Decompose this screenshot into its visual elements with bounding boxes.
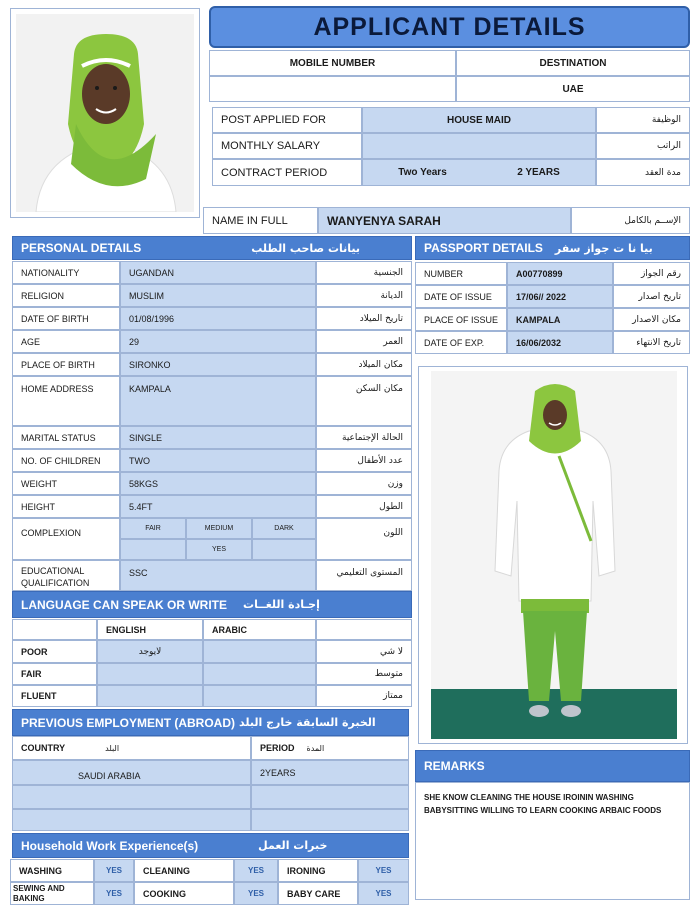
home-address-ar: مكان السكن [316,376,412,426]
employment-blank-row-2b [251,809,409,831]
passport-issue-date-label: DATE OF ISSUE [415,285,507,308]
household-babycare-value: YES [358,882,409,905]
religion-label: RELIGION [12,284,120,307]
passport-number-label: NUMBER [415,262,507,285]
monthly-salary-ar: الراتب [596,133,690,159]
language-fluent-arabic [203,685,316,707]
age-label: AGE [12,330,120,353]
language-fair-ar: متوسط [316,663,412,685]
education-label: EDUCATIONAL QUALIFICATION [12,560,120,591]
date-of-birth-label: DATE OF BIRTH [12,307,120,330]
mobile-number-value [209,76,456,102]
contract-period-label: CONTRACT PERIOD [212,159,362,186]
passport-expiry-label: DATE OF EXP. [415,331,507,354]
age-value: 29 [120,330,316,353]
nationality-ar: الجنسية [316,261,412,284]
employment-blank-row-2a [12,809,251,831]
complexion-medium-mark: YES [186,539,252,560]
passport-details-title: PASSPORT DETAILS [424,241,543,255]
height-label: HEIGHT [12,495,120,518]
education-value: SSC [120,560,316,591]
passport-expiry-ar: تاريخ الانتهاء [613,331,690,354]
passport-expiry-value: 16/06/2032 [507,331,613,354]
children-label: NO. OF CHILDREN [12,449,120,472]
weight-ar: وزن [316,472,412,495]
passport-issue-date-value: 17/06// 2022 [507,285,613,308]
household-ironing-value: YES [358,859,409,882]
complexion-dark-mark [252,539,316,560]
complexion-fair: FAIR [120,518,186,539]
employment-country-ar: البلد [105,743,120,753]
portrait-figure-icon [16,14,194,212]
employment-header [12,709,409,736]
monthly-salary-label: MONTHLY SALARY [212,133,362,159]
remarks-title: REMARKS [424,759,485,773]
household-cleaning-label: CLEANING [134,859,234,882]
name-full-value: WANYENYA SARAH [318,207,571,234]
household-washing-label: WASHING [10,859,94,882]
employment-country-label [12,736,251,760]
language-fluent-ar: ممتاز [316,685,412,707]
passport-number-ar: رقم الجواز [613,262,690,285]
complexion-dark: DARK [252,518,316,539]
passport-details-header [415,236,690,260]
language-col-english: ENGLISH [97,619,203,640]
language-poor-arabic [203,640,316,663]
language-poor-ar: لا شي [316,640,412,663]
religion-value: MUSLIM [120,284,316,307]
marital-status-label: MARITAL STATUS [12,426,120,449]
employment-country-text: COUNTRY [21,743,66,753]
post-applied-ar: الوظيفة [596,107,690,133]
education-ar: المستوى التعليمي [316,560,412,591]
weight-label: WEIGHT [12,472,120,495]
language-fair-arabic [203,663,316,685]
employment-title-ar: الخبرة السابقة خارج البلد [239,716,376,729]
remarks-text: SHE KNOW CLEANING THE HOUSE IROININ WASHING BABYSITTING WILLING TO LEARN COOKING ARBAIC FOODS [424,793,662,815]
household-washing-value: YES [94,859,134,882]
post-applied-value: HOUSE MAID [362,107,596,133]
contract-period-ar: مدة العقد [596,159,690,186]
personal-details-title-ar: بيانات صاحب الطلب [251,241,361,255]
name-full-ar: الإســم بالكامل [571,207,690,234]
date-of-birth-value: 01/08/1996 [120,307,316,330]
weight-value: 58KGS [120,472,316,495]
employment-period-ar: المدة [306,743,325,753]
personal-details-title: PERSONAL DETAILS [21,241,142,255]
passport-issue-place-value: KAMPALA [507,308,613,331]
complexion-fair-mark [120,539,186,560]
children-value: TWO [120,449,316,472]
destination-label: DESTINATION [456,50,690,76]
household-sewing-label: SEWING AND BAKING [10,882,94,905]
household-title: Household Work Experience(s) [21,838,199,853]
language-poor-english: لايوجد [97,640,203,663]
household-cleaning-value: YES [234,859,278,882]
date-of-birth-ar: تاريخ الميلاد [316,307,412,330]
age-ar: العمر [316,330,412,353]
nationality-value: UGANDAN [120,261,316,284]
destination-value: UAE [456,76,690,102]
nationality-label: NATIONALITY [12,261,120,284]
household-babycare-label: BABY CARE [278,882,358,905]
language-header [12,591,412,618]
language-title-ar: إجـادة اللغــات [243,598,320,611]
household-sewing-value: YES [94,882,134,905]
passport-issue-place-label: PLACE OF ISSUE [415,308,507,331]
post-applied-label: POST APPLIED FOR [212,107,362,133]
household-cooking-value: YES [234,882,278,905]
place-of-birth-ar: مكان الميلاد [316,353,412,376]
page-title: APPLICANT DETAILS [209,6,690,48]
complexion-medium: MEDIUM [186,518,252,539]
name-full-label: NAME IN FULL [203,207,318,234]
place-of-birth-label: PLACE OF BIRTH [12,353,120,376]
language-fair-label: FAIR [12,663,97,685]
language-col-arabic: ARABIC [203,619,316,640]
full-body-figure-icon [431,371,677,739]
religion-ar: الديانة [316,284,412,307]
remarks-box [415,782,690,900]
remarks-header [415,750,690,782]
passport-number-value: A00770899 [507,262,613,285]
language-fluent-label: FLUENT [12,685,97,707]
language-col-blank [316,619,412,640]
language-corner [12,619,97,640]
portrait-photo [16,14,194,212]
household-title-ar: خبرات العمل [258,839,328,852]
place-of-birth-value: SIRONKO [120,353,316,376]
contract-period-value-1: Two Years [362,159,482,186]
employment-period-value: 2YEARS [251,760,409,785]
full-body-photo [431,371,677,739]
children-ar: عدد الأطفال [316,449,412,472]
passport-details-title-ar: بيا نا ت جواز سفر [554,241,653,255]
height-value: 5.4FT [120,495,316,518]
employment-title: PREVIOUS EMPLOYMENT (ABROAD) [21,715,236,730]
contract-period-value-2: 2 YEARS [482,159,596,186]
employment-blank-row-1a [12,785,251,809]
full-body-photo-frame [418,366,688,744]
household-ironing-label: IRONING [278,859,358,882]
mobile-number-label: MOBILE NUMBER [209,50,456,76]
home-address-label: HOME ADDRESS [12,376,120,426]
marital-status-value: SINGLE [120,426,316,449]
employment-period-text: PERIOD [260,743,295,753]
passport-issue-place-ar: مكان الاصدار [613,308,690,331]
employment-period-label [251,736,409,760]
household-header [12,833,409,858]
monthly-salary-value [362,133,596,159]
household-cooking-label: COOKING [134,882,234,905]
language-fair-english [97,663,203,685]
employment-country-value: SAUDI ARABIA [12,760,251,785]
passport-issue-date-ar: تاريخ اصدار [613,285,690,308]
marital-status-ar: الحالة الإجتماعية [316,426,412,449]
language-title: LANGUAGE CAN SPEAK OR WRITE [21,597,228,612]
complexion-label: COMPLEXION [12,518,120,560]
height-ar: الطول [316,495,412,518]
personal-details-header [12,236,412,260]
home-address-value: KAMPALA [120,376,316,426]
complexion-ar: اللون [316,518,412,560]
language-poor-label: POOR [12,640,97,663]
language-fluent-english [97,685,203,707]
employment-blank-row-1b [251,785,409,809]
portrait-photo-frame [10,8,200,218]
